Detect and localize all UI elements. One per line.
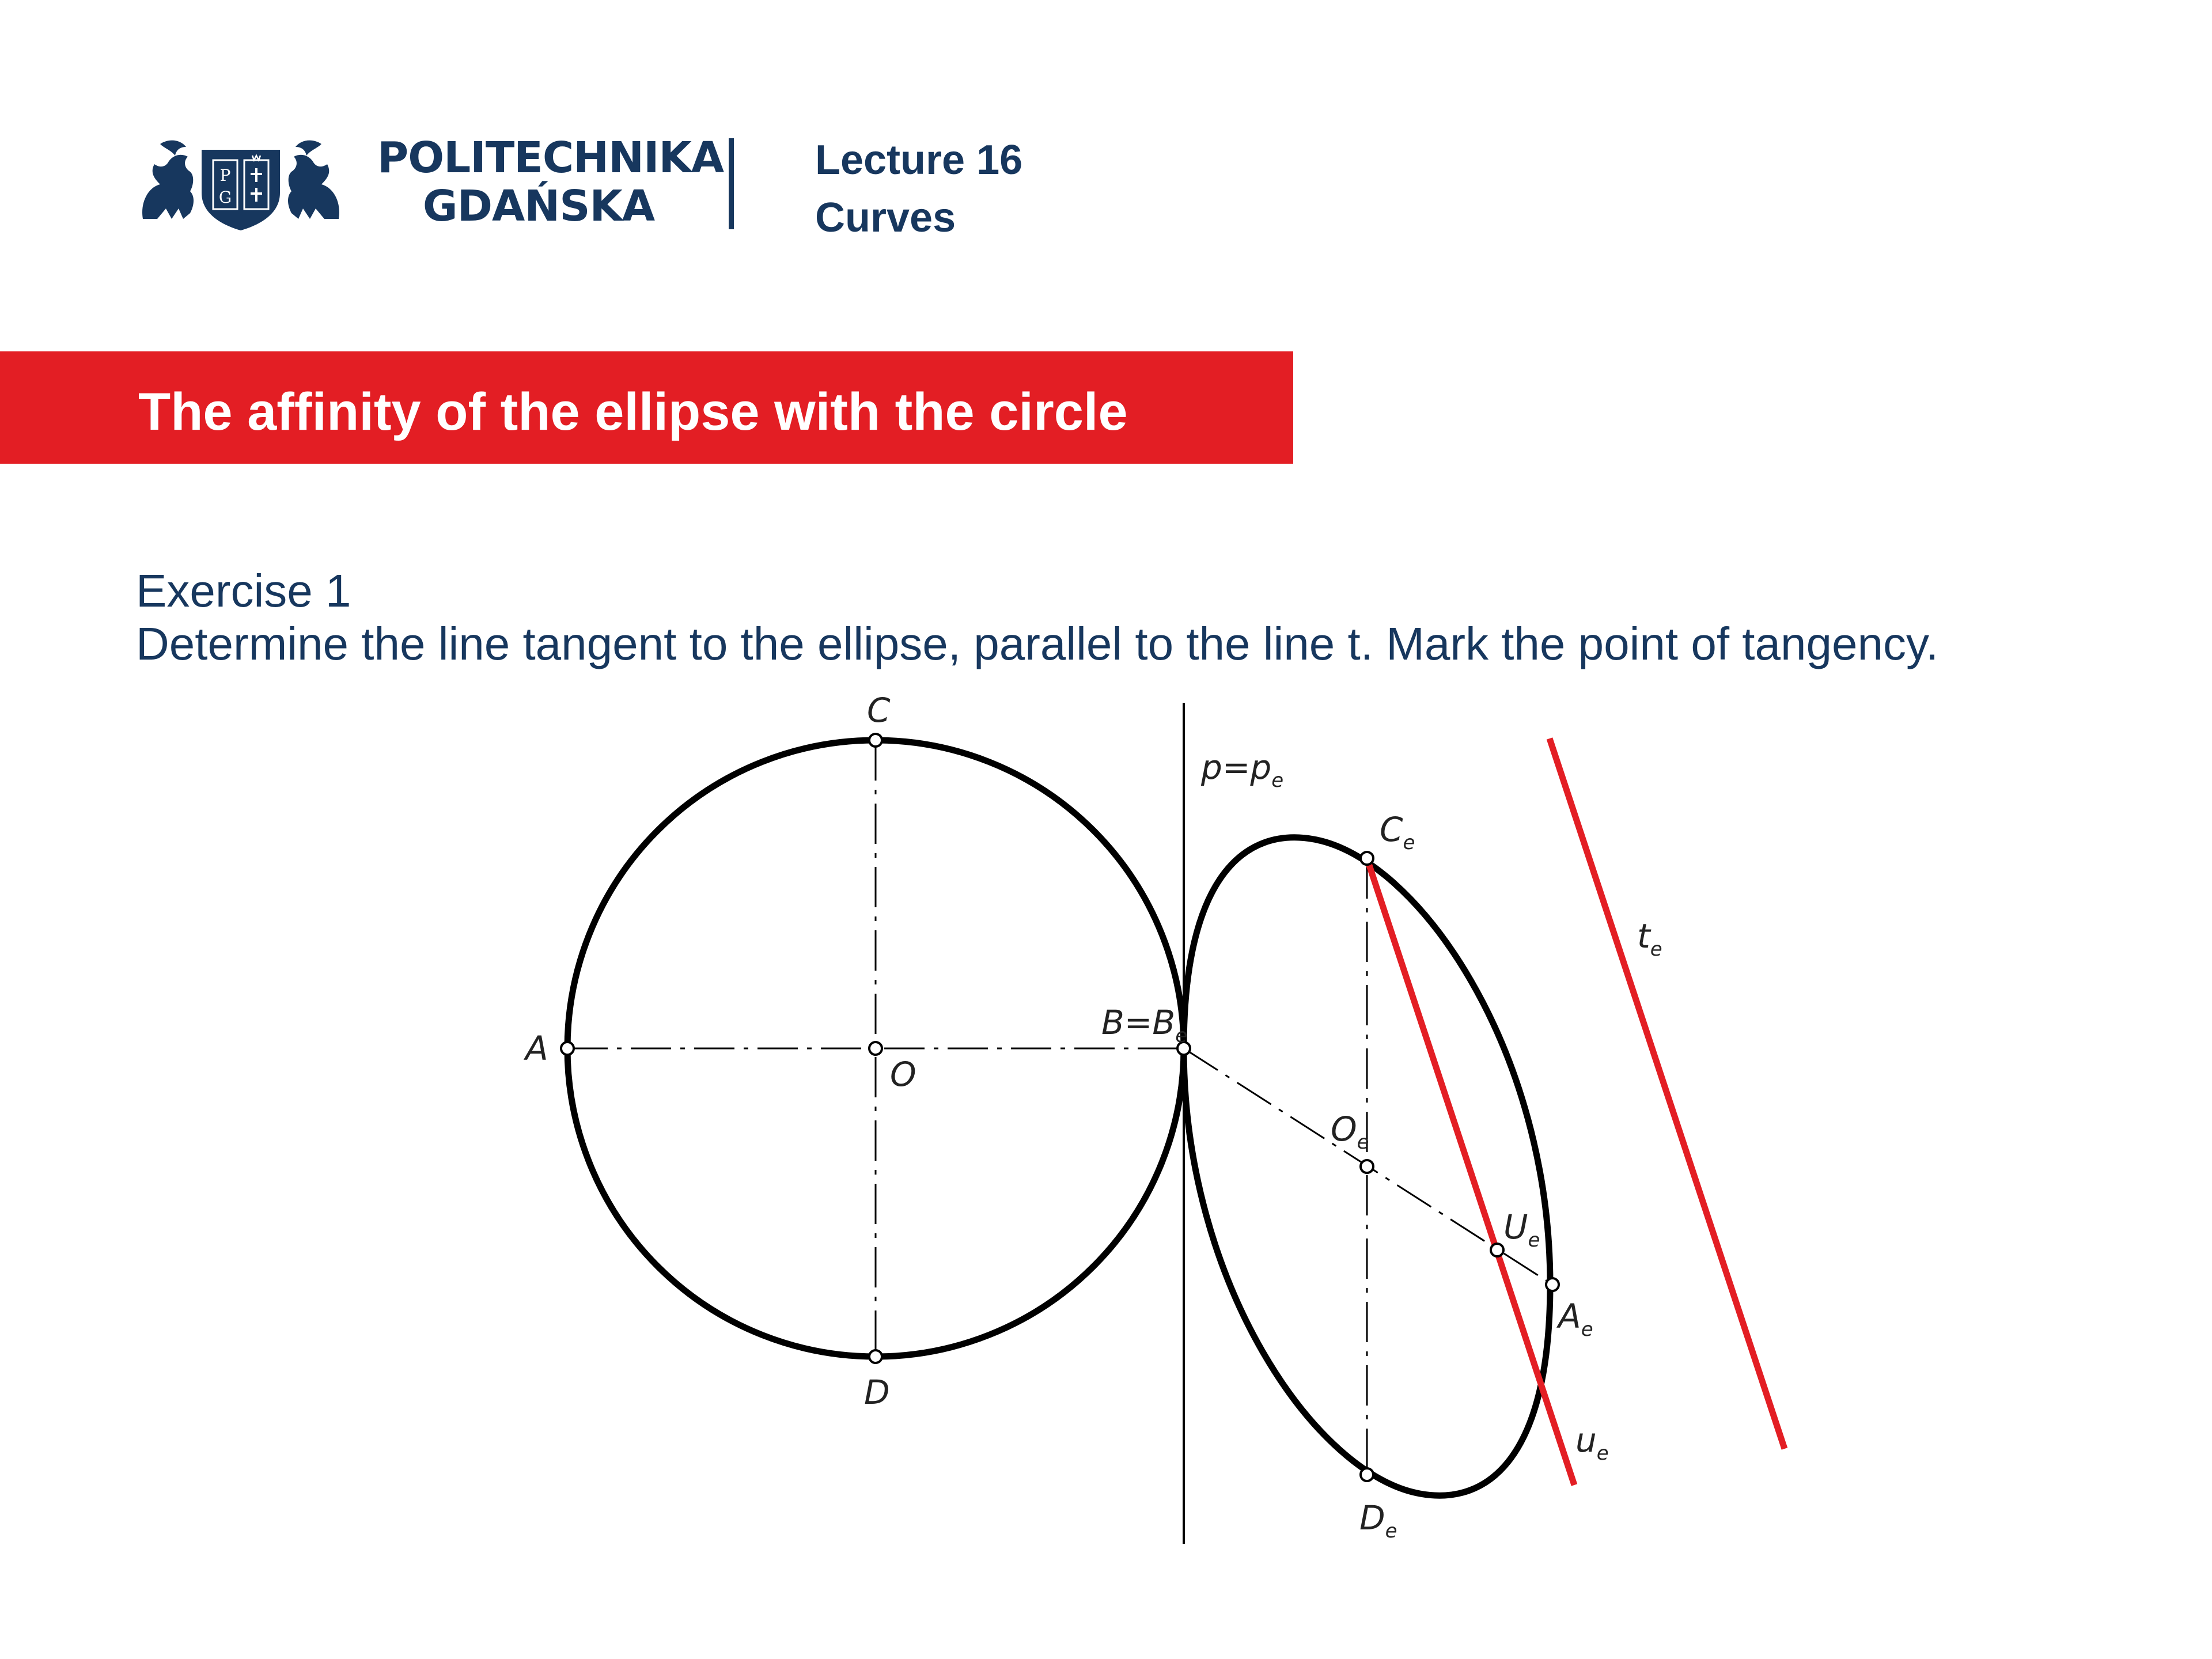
- point-de: [1361, 1468, 1373, 1481]
- point-oe: [1361, 1160, 1373, 1173]
- label-de-sub: e: [1385, 1520, 1397, 1543]
- label-ue-sub: e: [1528, 1229, 1540, 1252]
- lecture-topic: Curves: [815, 195, 956, 241]
- label-p-sub: e: [1271, 769, 1284, 792]
- point-c: [869, 734, 882, 747]
- point-d: [869, 1350, 882, 1363]
- label-c: C: [867, 691, 891, 730]
- university-name-line1: POLITECHNIKA: [377, 133, 724, 183]
- point-ue: [1491, 1244, 1503, 1256]
- label-ae-sub: e: [1581, 1318, 1593, 1341]
- label-ce: [1380, 810, 1415, 854]
- label-te: [1637, 916, 1662, 961]
- label-ce-sub: e: [1403, 831, 1415, 854]
- label-ue-line-sub: e: [1596, 1442, 1609, 1465]
- label-p-main: p=p: [1201, 748, 1272, 787]
- label-ue: [1503, 1207, 1540, 1252]
- point-ce: [1361, 852, 1373, 865]
- logo-letter-g: G: [218, 188, 232, 207]
- point-a: [561, 1042, 574, 1055]
- lecture-number: Lecture 16: [815, 137, 1023, 183]
- label-oe-sub: e: [1357, 1131, 1369, 1154]
- given-line-te: [1550, 738, 1785, 1449]
- label-p: [1200, 748, 1283, 792]
- logo-letter-p: P: [219, 166, 231, 185]
- label-de-main: D: [1359, 1498, 1385, 1537]
- label-de: [1359, 1498, 1397, 1543]
- label-oe-main: O: [1331, 1109, 1357, 1149]
- label-d: D: [864, 1373, 890, 1412]
- point-ae: [1546, 1278, 1559, 1291]
- label-ce-main: C: [1380, 810, 1403, 849]
- label-b: [1101, 1003, 1187, 1047]
- label-b-sub: e: [1175, 1024, 1188, 1047]
- exercise-task: Determine the line tangent to the ellipse, parallel to the line t. Mark the point of tangency.: [136, 618, 1939, 669]
- label-ae: [1556, 1297, 1593, 1341]
- label-b-main: B=B: [1101, 1003, 1176, 1042]
- slide-title: The affinity of the ellipse with the circle: [138, 382, 1128, 441]
- label-ue-line: [1575, 1421, 1609, 1465]
- label-ae-main: A: [1558, 1297, 1581, 1336]
- university-name-line2: GDAŃSKA: [422, 181, 655, 231]
- label-o: O: [890, 1055, 916, 1094]
- label-oe: [1331, 1109, 1369, 1154]
- tangent-line-ue: [1367, 858, 1574, 1485]
- label-te-main: t: [1637, 916, 1650, 956]
- label-te-sub: e: [1650, 938, 1662, 961]
- label-a: A: [525, 1029, 548, 1068]
- label-ue-main: U: [1503, 1207, 1528, 1247]
- point-o: [869, 1042, 882, 1055]
- label-ue-line-main: u: [1575, 1421, 1597, 1460]
- exercise-heading: Exercise 1: [136, 565, 351, 616]
